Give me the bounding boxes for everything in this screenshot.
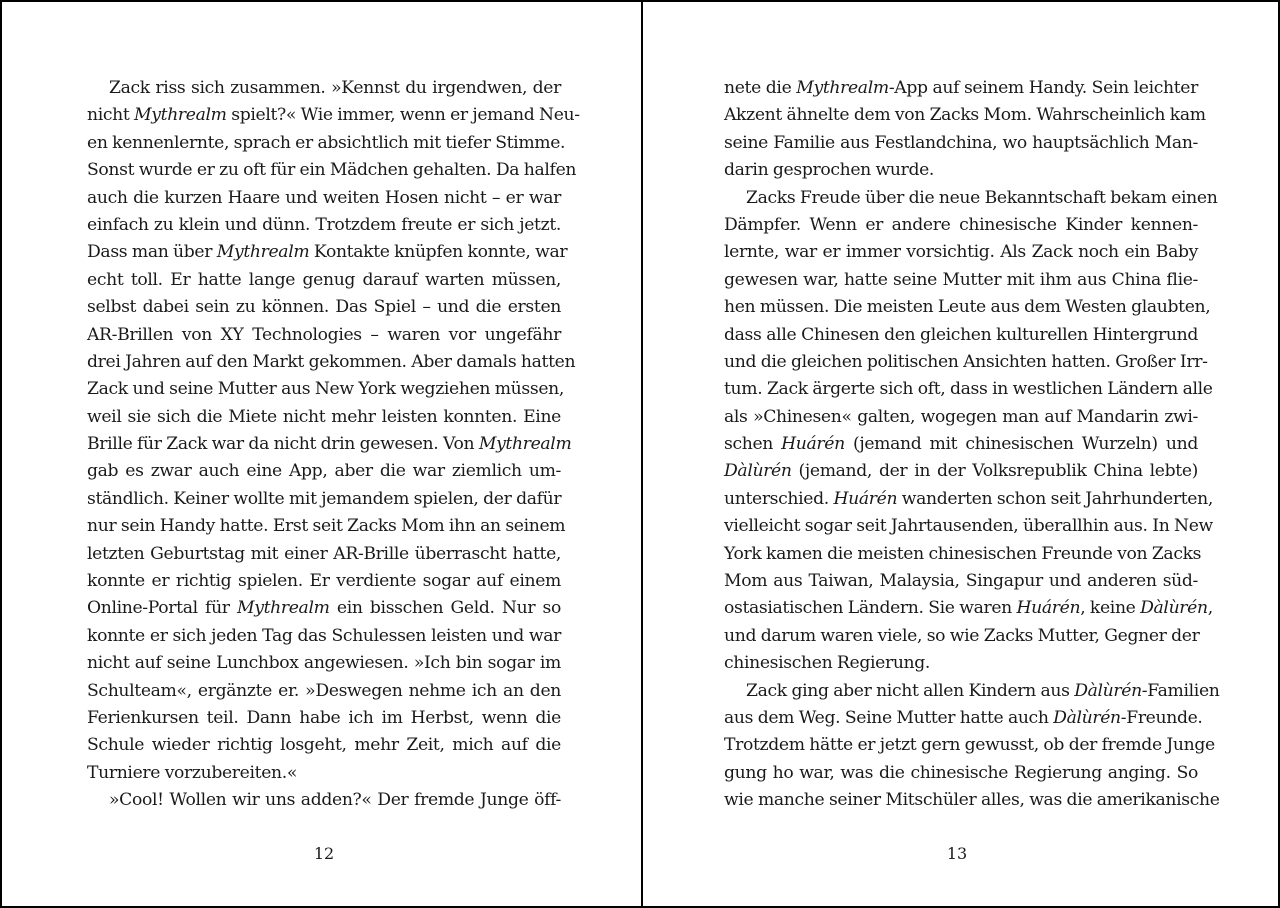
text-segment: Ferienkursen teil. Dann habe ich im Herbst, wenn die (87, 707, 561, 728)
text-line (724, 75, 1198, 102)
text-line (724, 267, 1198, 294)
text-line (87, 212, 561, 239)
text-line (724, 431, 1198, 458)
text-segment: wie manche seiner Mitschüler alles, was die amerikanische (724, 790, 1220, 811)
text-segment: gewesen war, hatte seine Mutter mit ihm aus China flie- (724, 269, 1198, 290)
text-line (724, 185, 1218, 212)
text-line (724, 486, 1213, 513)
text-line (724, 404, 1198, 431)
text-line (724, 568, 1198, 595)
text-line (724, 157, 1198, 184)
text-line (724, 239, 1198, 266)
text-segment: darin gesprochen wurde. (724, 160, 935, 181)
text-line (87, 760, 561, 787)
left-page (2, 2, 641, 906)
text-segment: lernte, war er immer vorsichtig. Als Zack noch ein Baby (724, 242, 1198, 263)
text-segment: Turniere vorzubereiten.« (87, 762, 298, 783)
text-line (724, 732, 1215, 759)
text-line (87, 732, 561, 759)
text-segment: Schulteam«, ergänzte er. »Deswegen nehme ich an den (87, 680, 561, 701)
text-segment: nicht auf seine Lunchbox angewiesen. »Ich bin sogar im (87, 653, 561, 674)
text-line (87, 102, 580, 129)
text-line (724, 595, 1213, 622)
text-line (87, 486, 561, 513)
text-segment: drei Jahren auf den Markt gekommen. Aber damals hatten (87, 351, 576, 372)
text-line (724, 102, 1206, 129)
text-segment: Zacks Freude über die neue Bekanntschaft bekam einen (746, 187, 1218, 208)
text-line (724, 705, 1203, 732)
text-segment: tum. Zack ärgerte sich oft, dass in westlichen Ländern alle (724, 379, 1213, 400)
italic-term: Dàlùrén (724, 461, 792, 482)
italic-term: Dàlùrén (1074, 680, 1142, 701)
text-line (724, 349, 1208, 376)
text-line (87, 787, 561, 814)
text-segment: aus dem Weg. Seine Mutter hatte auch (724, 707, 1054, 728)
italic-term: Mythrealm (236, 598, 330, 619)
text-line (724, 760, 1198, 787)
text-segment: Zack und seine Mutter aus New York wegziehen müssen, (87, 379, 565, 400)
text-segment: weil sie sich die Miete nicht mehr leisten konnten. Eine (87, 406, 561, 427)
italic-term: Mythrealm (796, 78, 889, 98)
text-line (724, 322, 1198, 349)
text-line (724, 541, 1202, 568)
page-number-left: 12 (313, 844, 335, 863)
italic-term: Dàlùrén (1140, 598, 1208, 619)
text-segment: konnte er sich jeden Tag das Schulessen leisten und war (87, 625, 561, 646)
text-segment: ein bisschen Geld. Nur so (329, 598, 562, 619)
text-line (87, 267, 561, 294)
text-line (87, 239, 568, 266)
text-segment: -App auf seinem Handy. Sein leichter (888, 78, 1198, 98)
text-segment: Zack ging aber nicht allen Kindern aus (746, 680, 1075, 701)
text-segment: ostasiatischen Ländern. Sie waren (724, 598, 1017, 619)
text-segment: und darum waren viele, so wie Zacks Mutter, Gegner der (724, 625, 1200, 646)
text-segment: Kontakte knüpfen konnte, war (309, 242, 568, 263)
text-line (87, 458, 561, 485)
text-line (87, 185, 561, 212)
text-line (87, 513, 566, 540)
text-segment: Online-Portal für (87, 598, 237, 619)
text-segment: , (1207, 598, 1213, 619)
text-line (87, 130, 566, 157)
text-segment: spielt?« Wie immer, wenn er jemand Neu- (226, 105, 580, 126)
text-line (87, 623, 561, 650)
text-segment: Akzent ähnelte dem von Zacks Mom. Wahrscheinlich kam (724, 105, 1206, 126)
text-segment: chinesischen Regierung. (724, 653, 931, 674)
text-segment: , keine (1080, 598, 1141, 619)
text-segment: nicht (87, 105, 135, 126)
text-segment: »Cool! Wollen wir uns adden?« Der fremde Junge öff- (109, 790, 561, 811)
text-segment: -Freunde. (1120, 707, 1203, 728)
text-line (724, 678, 1220, 705)
text-segment: einfach zu klein und dünn. Trotzdem freute er sich jetzt. (87, 214, 561, 235)
text-segment: unterschied. (724, 488, 834, 509)
text-segment: Sonst wurde er zu oft für ein Mädchen gehalten. Da halfen (87, 160, 577, 181)
text-line (724, 294, 1211, 321)
text-line (87, 431, 572, 458)
text-segment: konnte er richtig spielen. Er verdiente sogar auf einem (87, 571, 561, 592)
text-line (724, 212, 1198, 239)
italic-term: Huárén (781, 434, 845, 455)
text-line (87, 404, 561, 431)
text-line (87, 294, 561, 321)
text-segment: echt toll. Er hatte lange genug darauf warten müssen, (87, 269, 561, 290)
text-line (724, 787, 1220, 814)
text-line (87, 595, 561, 622)
text-segment: nete die (724, 78, 797, 98)
text-line (87, 157, 577, 184)
italic-term: Huárén (833, 488, 898, 509)
text-segment: selbst dabei sein zu können. Das Spiel – und die ersten (87, 297, 561, 318)
italic-term: Mythrealm (478, 434, 572, 455)
text-segment: -Familien (1141, 680, 1220, 701)
left-page-text (87, 75, 580, 815)
text-segment: AR-Brillen von XY Technologies – waren vor ungefähr (87, 324, 561, 345)
text-line (724, 513, 1213, 540)
text-segment: auch die kurzen Haare und weiten Hosen nicht – er war (87, 187, 561, 208)
text-segment: Trotzdem hätte er jetzt gern gewusst, ob der fremde Junge (724, 735, 1215, 756)
text-line (87, 322, 561, 349)
text-segment: Schule wieder richtig losgeht, mehr Zeit, mich auf die (87, 735, 561, 756)
text-segment: gung ho war, was die chinesische Regierung anging. So (724, 762, 1198, 783)
italic-term: Mythrealm (134, 105, 227, 126)
text-line (87, 541, 561, 568)
page-number-right: 13 (946, 844, 968, 863)
text-line (87, 678, 561, 705)
text-segment: en kennenlernte, sprach er absichtlich mit tiefer Stimme. (87, 132, 566, 153)
italic-term: Mythrealm (216, 242, 310, 263)
text-segment: schen (724, 434, 782, 455)
text-segment: Mom aus Taiwan, Malaysia, Singapur und anderen süd- (724, 571, 1198, 592)
text-segment: York kamen die meisten chinesischen Freunde von Zacks (724, 543, 1202, 564)
text-line (87, 568, 561, 595)
text-segment: nur sein Handy hatte. Erst seit Zacks Mom ihn an seinem (87, 516, 566, 537)
text-segment: gab es zwar auch eine App, aber die war ziemlich um- (87, 461, 561, 482)
text-segment: dass alle Chinesen den gleichen kulturellen Hintergrund (724, 324, 1198, 345)
text-line (87, 705, 561, 732)
text-segment: als »Chinesen« galten, wogegen man auf Mandarin zwi- (724, 406, 1198, 427)
text-line (724, 458, 1198, 485)
italic-term: Dàlùrén (1053, 707, 1121, 728)
right-page-text (724, 75, 1220, 815)
right-page (643, 2, 1280, 906)
text-segment: hen müssen. Die meisten Leute aus dem Westen glaubten, (724, 297, 1211, 318)
text-segment: Dass man über (87, 242, 217, 263)
text-line (724, 650, 1198, 677)
text-line (87, 349, 576, 376)
text-segment: vielleicht sogar seit Jahrtausenden, überallhin aus. In New (724, 516, 1213, 537)
text-line (87, 650, 561, 677)
text-segment: Brille für Zack war da nicht drin gewesen. Von (87, 434, 479, 455)
text-segment: seine Familie aus Festlandchina, wo hauptsächlich Man- (724, 132, 1198, 153)
text-line (724, 623, 1198, 650)
text-segment: Zack riss sich zusammen. »Kennst du irgendwen, der (109, 78, 561, 98)
italic-term: Huárén (1016, 598, 1081, 619)
text-line (87, 75, 561, 102)
text-segment: wanderten schon seit Jahrhunderten, (897, 488, 1213, 509)
text-segment: ständlich. Keiner wollte mit jemandem spielen, der dafür (87, 488, 562, 509)
text-segment: (jemand mit chinesischen Wurzeln) und (844, 434, 1198, 455)
text-segment: letzten Geburtstag mit einer AR-Brille überrascht hatte, (87, 543, 561, 564)
text-line (724, 376, 1213, 403)
text-segment: (jemand, der in der Volksrepublik China lebte) (791, 461, 1198, 482)
text-line (724, 130, 1198, 157)
text-segment: und die gleichen politischen Ansichten hatten. Großer Irr- (724, 351, 1208, 372)
text-line (87, 376, 565, 403)
text-segment: Dämpfer. Wenn er andere chinesische Kinder kennen- (724, 214, 1198, 235)
